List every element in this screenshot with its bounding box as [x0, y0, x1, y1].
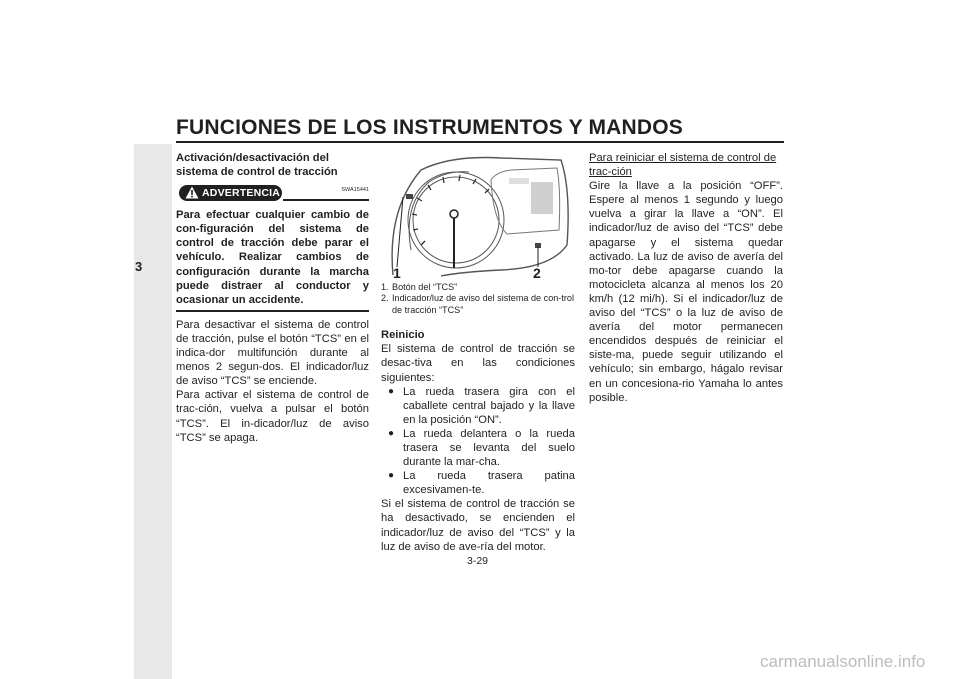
bullet-icon: ● [388, 427, 395, 439]
page-number: 3-29 [467, 555, 489, 567]
paragraph: Gire la llave a la posición “OFF”. Espere al menos 1 segundo y luego vuelva a girar la llave a “ON”. El indicador/luz de aviso del “TCS” debe apagarse y el sistema quedar activado. La luz de aviso de avería del mo-tor debe apagarse cuando la motocicleta alcanza al menos los 20 km/h (12 mi/h). Si el indicador/luz de aviso del “TCS” o la luz de aviso de avería del motor permanecen encendidos después de reiniciar el siste-ma, puede seguir utilizando el vehículo; sin embargo, hágalo revisar en un concesiona-rio Yamaha lo antes posible. [589, 180, 783, 404]
paragraph: Para activar el sistema de control de trac-ción, vuelva a pulsar el botón “TCS”. El in-dicador/luz de aviso “TCS” se apaga. [176, 389, 369, 444]
warning-header [176, 183, 369, 203]
condition-list [381, 385, 575, 498]
instrument-cluster-illustration [381, 150, 575, 280]
instrument-figure [381, 150, 575, 280]
list-item-text: La rueda delantera o la rueda trasera se levanta del suelo durante la mar-cha. [403, 427, 575, 469]
column-1 [176, 151, 369, 445]
chapter-tab [134, 144, 172, 679]
column-3 [589, 151, 783, 405]
caption-number: 2. [381, 293, 389, 304]
paragraph: Para desactivar el sistema de control de tracción, pulse el botón “TCS” en el indica-dor multifunción durante al menos 2 segun-dos. El indicador/luz de aviso “TCS” se enciende. [176, 318, 369, 388]
reset-intro: El sistema de control de tracción se desac-tiva en las condiciones siguientes: [381, 343, 575, 384]
callout-2: 2 [533, 265, 541, 281]
page-title: FUNCIONES DE LOS INSTRUMENTOS Y MANDOS [176, 116, 683, 139]
list-item-text: La rueda trasera gira con el caballete central bajado y la llave en la posición “ON”. [403, 385, 575, 426]
callout-1: 1 [393, 265, 401, 281]
closing-paragraph: Si el sistema de control de tracción se ha desactivado, se encienden el indicador/luz de aviso del “TCS” y la luz de aviso de ave-ría del motor. [381, 498, 575, 553]
column-2 [381, 150, 575, 554]
warning-text: Para efectuar cualquier cambio de con-figuración del sistema de control de tracción debe parar el vehículo. Realizar cambios de configuración durante la marcha puede distraer al conductor y ocasionar un accidente. [176, 209, 369, 306]
reset-heading: Reinicio [381, 329, 425, 342]
figure-caption [381, 282, 575, 316]
caption-number: 1. [381, 282, 389, 292]
bullet-icon: ● [388, 385, 395, 397]
bullet-icon: ● [388, 470, 395, 482]
caption-item [381, 293, 575, 316]
warning-end-rule [176, 310, 369, 312]
list-item [388, 469, 575, 497]
list-item [388, 427, 575, 469]
warning-code: SWA15441 [341, 187, 369, 194]
list-item-text: La rueda trasera patina excesivamen-te. [403, 470, 575, 497]
reset-subheading: Para reiniciar el sistema de control de trac-ción [589, 152, 777, 179]
warning-badge [179, 185, 282, 201]
list-item [388, 385, 575, 427]
caption-text: Indicador/luz de aviso del sistema de con-trol de tracción “TCS” [392, 293, 574, 315]
caption-item [381, 282, 575, 293]
section-heading: Activación/desactivación del sistema de control de tracción [176, 152, 338, 179]
chapter-number: 3 [135, 259, 143, 274]
caption-text: Botón del “TCS” [392, 282, 458, 292]
warning-label: ADVERTENCIA [202, 187, 281, 200]
warning-triangle-icon [185, 186, 199, 199]
watermark: carmanualsonline.info [760, 652, 926, 671]
warning-rule [283, 199, 369, 201]
title-rule [176, 141, 784, 143]
